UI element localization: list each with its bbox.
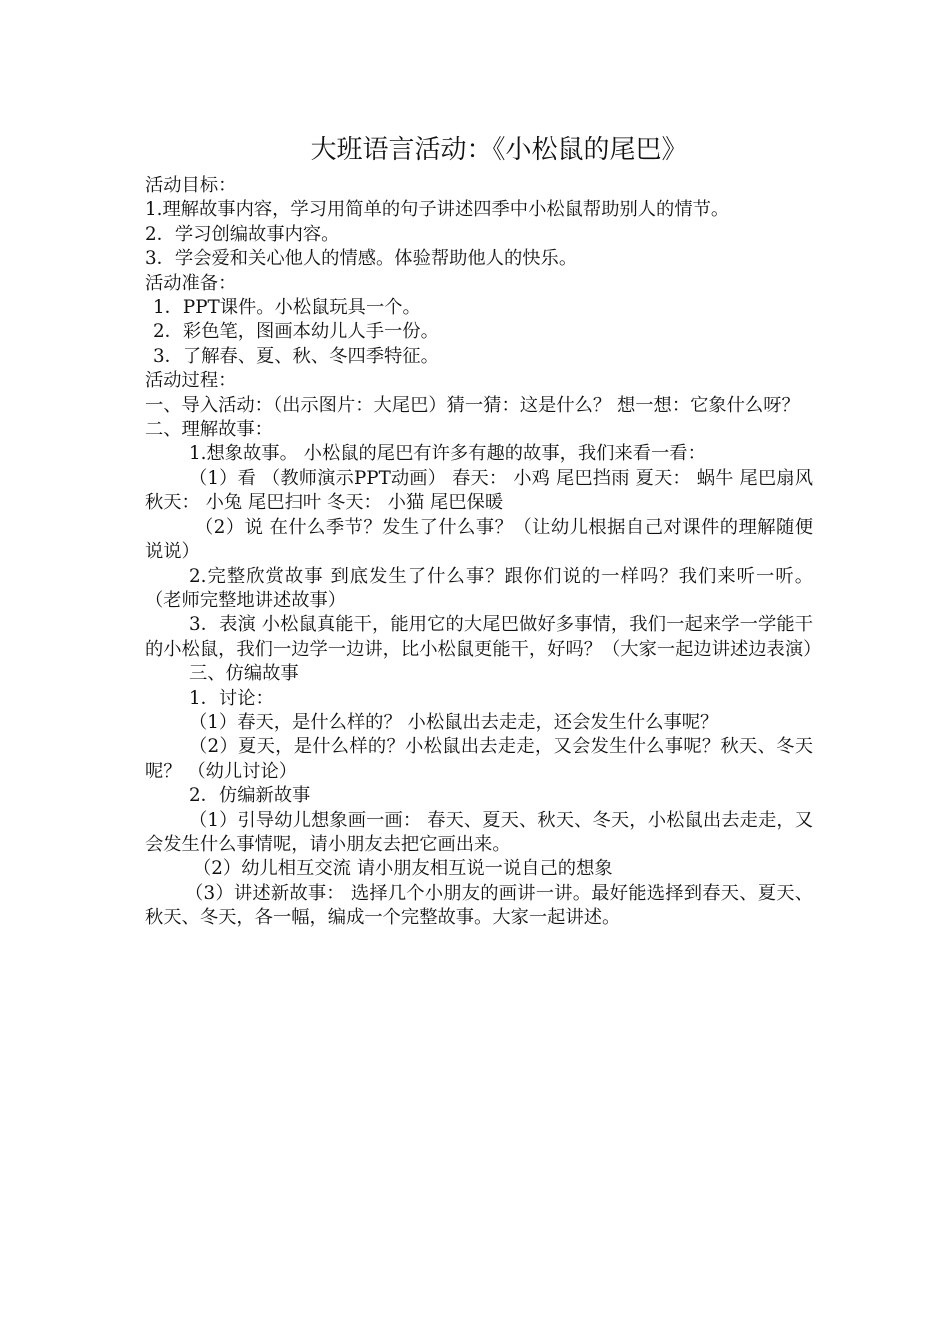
process-substep: （1）引导幼儿想象画一画： 春天、夏天、秋天、冬天，小松鼠出去走走，又会发生什么事情呢，请小朋友去把它画出来。 <box>145 809 813 855</box>
process-heading: 活动过程： <box>145 370 237 392</box>
process-substep: 1.想象故事。 小松鼠的尾巴有许多有趣的故事，我们来看一看： <box>189 443 706 465</box>
process-substep: 1．讨论： <box>189 687 274 709</box>
process-substep: （2）夏天，是什么样的？小松鼠出去走走，又会发生什么事呢？秋天、冬天呢？ （幼儿讨论） <box>145 736 813 782</box>
document-title: 大班语言活动：《小松鼠的尾巴》 <box>310 135 688 165</box>
process-substep: （2）说 在什么季节？发生了什么事？（让幼儿根据自己对课件的理解随便说说） <box>145 516 813 563</box>
process-substep: 3．表演 小松鼠真能干，能用它的大尾巴做好多事情，我们一起来学一学能干的小松鼠，我们一边学一边讲，比小松鼠更能干，好吗？（大家一起边讲述边表演） <box>145 614 822 660</box>
process-step: 一、导入活动：（出示图片：大尾巴）猜一猜：这是什么？ 想一想：它象什么呀？ <box>145 394 800 416</box>
process-substep: 2.完整欣赏故事 到底发生了什么事？跟你们说的一样吗？我们来听一听。 （老师完整地讲述故事） <box>145 565 813 611</box>
prep-item: 1．PPT课件。小松鼠玩具一个。 <box>153 297 421 319</box>
goal-item: 2．学习创编故事内容。 <box>145 223 340 245</box>
process-substep: 2．仿编新故事 <box>189 785 311 807</box>
prep-item: 2．彩色笔，图画本幼儿人手一份。 <box>153 321 439 343</box>
process-step: 三、仿编故事 <box>189 663 299 685</box>
goal-item: 1.理解故事内容，学习用简单的句子讲述四季中小松鼠帮助别人的情节。 <box>145 199 730 221</box>
document-page <box>145 130 822 931</box>
process-substep: （3）讲述新故事： 选择几个小朋友的画讲一讲。最好能选择到春天、夏天、秋天、冬天，各一幅，编成一个完整故事。大家一起讲述。 <box>145 882 813 929</box>
prep-heading: 活动准备： <box>145 272 237 294</box>
process-step: 二、理解故事： <box>145 419 273 441</box>
prep-item: 3．了解春、夏、秋、冬四季特征。 <box>153 345 439 367</box>
process-substep: （2）幼儿相互交流 请小朋友相互说一说自己的想象 <box>193 858 613 880</box>
goal-item: 3．学会爱和关心他人的情感。体验帮助他人的快乐。 <box>145 248 578 270</box>
goals-heading: 活动目标： <box>145 175 237 196</box>
process-substep: （1）春天，是什么样的？ 小松鼠出去走走，还会发生什么事呢？ <box>189 711 719 733</box>
process-substep: （1）看 （教师演示PPT动画） 春天： 小鸡 尾巴挡雨 夏天： 蜗牛 尾巴扇风 秋天： 小兔 尾巴扫叶 冬天： 小猫 尾巴保暖 <box>145 467 813 514</box>
